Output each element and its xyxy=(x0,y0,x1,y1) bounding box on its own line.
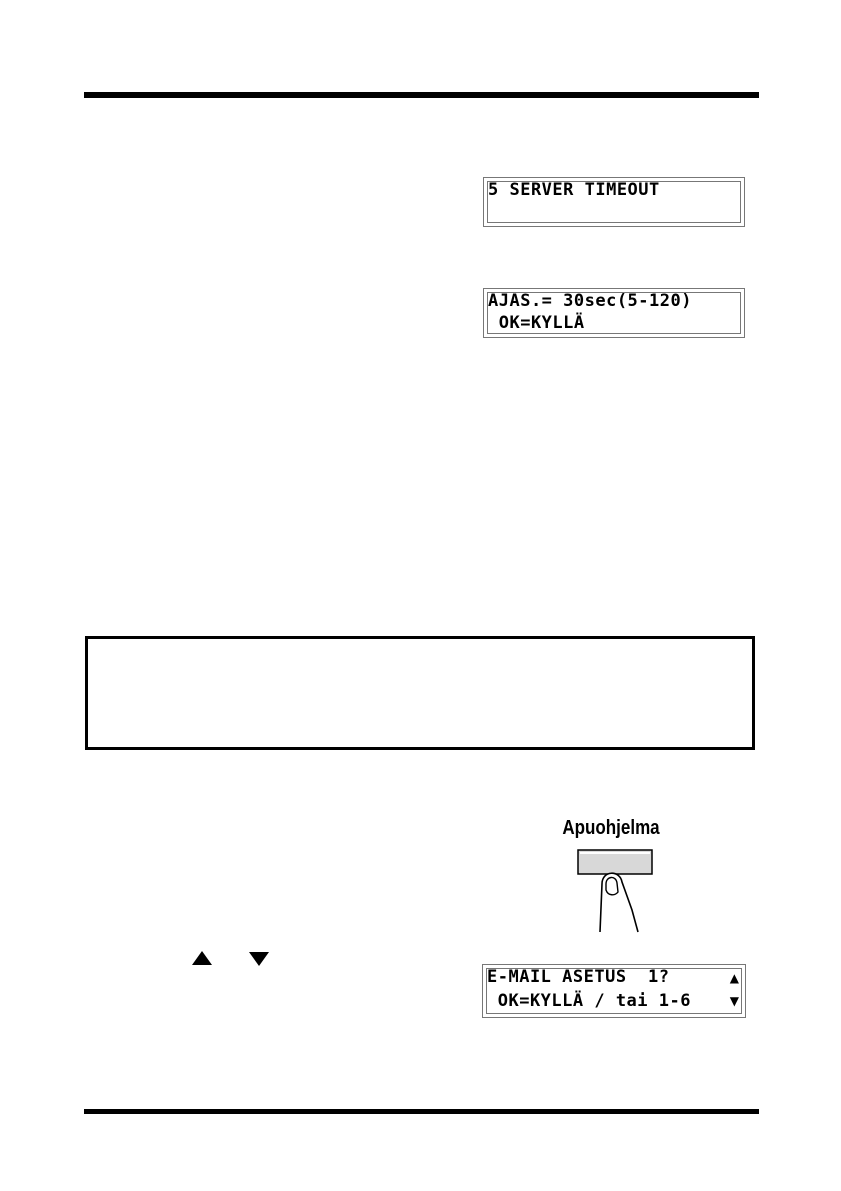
footer-rule xyxy=(84,1109,759,1114)
lcd-line-1: E-MAIL ASETUS 1? xyxy=(487,967,670,987)
lcd-display-server-timeout xyxy=(483,177,745,227)
scroll-up-icon: ▲ xyxy=(729,971,739,985)
header-rule xyxy=(84,92,759,98)
triangle-up-icon xyxy=(192,951,212,965)
utility-key-press-illustration[interactable] xyxy=(560,846,670,938)
lcd-line-1: AJAS.= 30sec(5-120) xyxy=(488,291,692,311)
scroll-down-icon: ▼ xyxy=(729,994,739,1008)
lcd-line-2: OK=KYLLÄ / tai 1-6 xyxy=(487,991,691,1011)
lcd-display-timeout-value xyxy=(483,288,745,338)
utility-key-label: Apuohjelma xyxy=(562,817,660,839)
triangle-down-icon xyxy=(249,952,269,966)
lcd-display-email-setting xyxy=(482,964,746,1018)
lcd-line-2: OK=KYLLÄ xyxy=(488,313,585,333)
lcd-line-1: 5 SERVER TIMEOUT xyxy=(488,180,660,200)
note-box xyxy=(85,636,755,750)
